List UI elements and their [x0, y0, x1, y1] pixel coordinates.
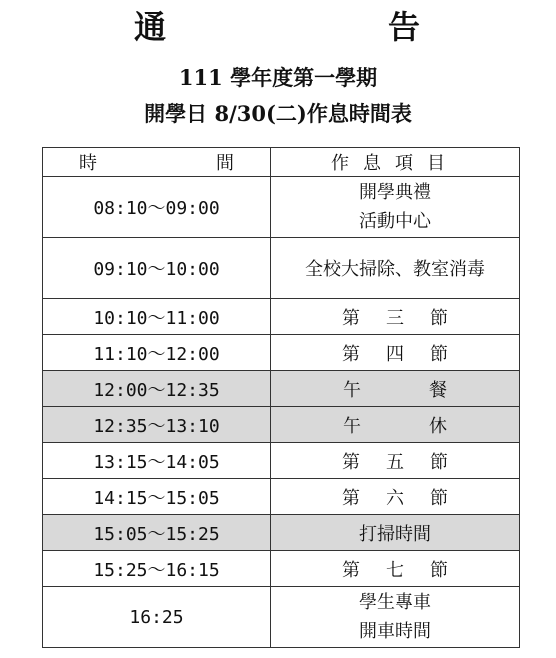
- activity-label: 第六節: [342, 487, 474, 509]
- time-cell: 15:25～16:15: [43, 551, 271, 587]
- activity-cell: [271, 443, 520, 479]
- activity-cell: [271, 587, 520, 648]
- table-row: [43, 479, 520, 515]
- time-header-char-2: 間: [216, 153, 234, 174]
- time-cell: 12:35～13:10: [43, 407, 271, 443]
- table-row: [43, 407, 520, 443]
- document-title: 111 學年度第一學期: [178, 65, 378, 90]
- time-cell: 09:10～10:00: [43, 238, 271, 299]
- activity-cell: 打掃時間: [271, 515, 520, 551]
- activity-label: 第四節: [342, 343, 474, 365]
- table-row: [43, 443, 520, 479]
- notice-title-char-2: 告: [388, 8, 421, 46]
- activity-cell: 全校大掃除、教室消毒: [271, 238, 520, 299]
- time-column-header: [43, 148, 271, 177]
- activity-label: 第七節: [342, 559, 474, 581]
- activity-line: 學生專車: [359, 592, 431, 613]
- table-row: [43, 551, 520, 587]
- activity-label: 午餐: [343, 379, 515, 401]
- time-header-char-1: 時: [79, 153, 97, 174]
- activity-column-header: 作息項目: [271, 148, 520, 177]
- activity-cell: [271, 551, 520, 587]
- activity-line: 活動中心: [359, 211, 431, 232]
- document-subtitle: 開學日 8/30(二)作息時間表: [144, 101, 412, 126]
- table-row: [43, 299, 520, 335]
- table-row: [43, 238, 520, 299]
- table-row: [43, 515, 520, 551]
- activity-line: 開學典禮: [359, 182, 431, 203]
- time-cell: 12:00～12:35: [43, 371, 271, 407]
- time-cell: 10:10～11:00: [43, 299, 271, 335]
- activity-cell: [271, 177, 520, 238]
- activity-cell: [271, 479, 520, 515]
- time-cell: 15:05～15:25: [43, 515, 271, 551]
- table-row: [43, 587, 520, 648]
- activity-label: 第五節: [342, 451, 474, 473]
- activity-cell: [271, 371, 520, 407]
- table-row: [43, 335, 520, 371]
- time-cell: 08:10～09:00: [43, 177, 271, 238]
- table-header-row: [43, 148, 520, 177]
- activity-cell: [271, 299, 520, 335]
- time-cell: 11:10～12:00: [43, 335, 271, 371]
- activity-cell: [271, 407, 520, 443]
- time-cell: 16:25: [43, 587, 271, 648]
- schedule-table: [42, 147, 520, 648]
- table-row: [43, 371, 520, 407]
- table-row: [43, 177, 520, 238]
- time-cell: 13:15～14:05: [43, 443, 271, 479]
- activity-label: 午休: [343, 415, 515, 437]
- time-cell: 14:15～15:05: [43, 479, 271, 515]
- activity-label: 第三節: [342, 307, 474, 329]
- notice-title-char-1: 通: [134, 8, 167, 46]
- activity-cell: [271, 335, 520, 371]
- activity-line: 開車時間: [359, 621, 431, 642]
